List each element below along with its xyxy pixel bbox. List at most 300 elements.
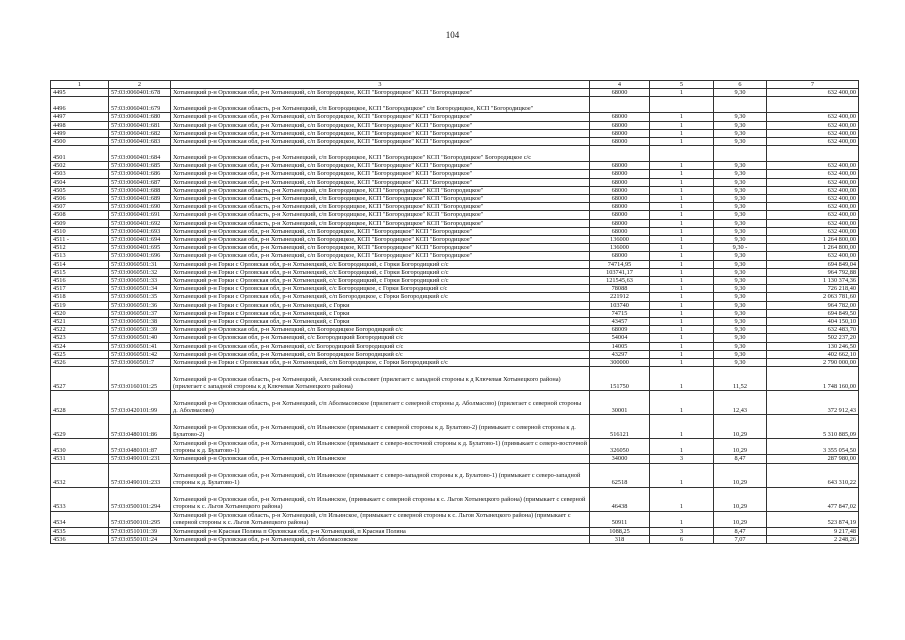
category-value: 1 <box>650 487 714 511</box>
cadastral-number: 57:03:0060501:42 <box>109 350 171 358</box>
rate-value: 9,30 <box>714 293 767 301</box>
table-row <box>51 170 859 178</box>
cadastral-number: 57:03:0060401:694 <box>109 236 171 244</box>
category-value: 3 <box>650 455 714 463</box>
rate-value: 10,29 <box>714 415 767 439</box>
rate-value: 9,30 <box>714 138 767 146</box>
area-value: 318 <box>590 535 650 543</box>
rate-value: 9,30 <box>714 89 767 97</box>
area-value: 136000 <box>590 236 650 244</box>
location-description: Хотынецкий р-н Орловская область, р-н Хотынецкий, с/п Ильинское, (примыкает с северной стороны к с. Льгов Хотынецкого района) (примыкает с северной стороны к с. Льгов Хотынецкого района) <box>171 511 590 527</box>
row-number: 4512 <box>51 244 109 252</box>
location-description: Хотынецкий р-н Орловская обл, р-н Хотынецкий, с/п Богородицкое, КСП "Богородицкое" КСП "Богородицкое" <box>171 170 590 178</box>
location-description: Хотынецкий р-н Орловская область, р-н Хотынецкий, с/п Богородицкое, КСП "Богородицкое" КСП "Богородицкое" <box>171 186 590 194</box>
category-value: 1 <box>650 203 714 211</box>
row-number: 4504 <box>51 178 109 186</box>
table-row <box>51 268 859 276</box>
rate-value: 9,30 <box>714 129 767 137</box>
row-number: 4496 <box>51 97 109 113</box>
table-row <box>51 113 859 121</box>
rate-value: 9,30 <box>714 203 767 211</box>
row-number: 4520 <box>51 309 109 317</box>
rate-value: 9,30 <box>714 236 767 244</box>
cadastral-value: 632 400,00 <box>767 227 859 235</box>
area-value: 221912 <box>590 293 650 301</box>
location-description: Хотынецкий р-н Орловская обл, р-н Хотынецкий, с/п Богородицкое, КСП "Богородицкое" КСП "Богородицкое" <box>171 162 590 170</box>
row-number: 4533 <box>51 487 109 511</box>
row-number: 4510 <box>51 227 109 235</box>
row-number: 4535 <box>51 527 109 535</box>
rate-value: 9,30 <box>714 301 767 309</box>
area-value: 74715 <box>590 309 650 317</box>
cadastral-value: 2 248,26 <box>767 535 859 543</box>
rate-value: 10,29 <box>714 439 767 455</box>
location-description: Хотынецкий р-н Орловская обл, р-н Хотынецкий, с/п Богородицкое, КСП "Богородицкое" КСП "Богородицкое" <box>171 227 590 235</box>
rate-value: 9,30 <box>714 285 767 293</box>
cadastral-number: 57:03:0500101:294 <box>109 487 171 511</box>
location-description: Хотынецкий р-н Горки с Орловская обл, р-н Хотынецкий, с/п Богородицкое, с Горки Богородицкий с/с <box>171 293 590 301</box>
column-number: 1 <box>51 81 109 89</box>
row-number: 4508 <box>51 211 109 219</box>
cadastral-value: 2 063 781,60 <box>767 293 859 301</box>
row-number: 4527 <box>51 367 109 391</box>
area-value: 46438 <box>590 487 650 511</box>
area-value: 68000 <box>590 178 650 186</box>
row-number: 4502 <box>51 162 109 170</box>
row-number: 4532 <box>51 463 109 487</box>
area-value: 74714,95 <box>590 260 650 268</box>
table-row <box>51 89 859 97</box>
category-value: 6 <box>650 535 714 543</box>
cadastral-number: 57:03:0480101:86 <box>109 415 171 439</box>
category-value: 1 <box>650 285 714 293</box>
table-row <box>51 391 859 415</box>
category-value: 1 <box>650 113 714 121</box>
cadastral-number: 57:03:0060401:683 <box>109 138 171 146</box>
table-row <box>51 162 859 170</box>
cadastral-value: 1 264 800,00 <box>767 244 859 252</box>
table-row <box>51 285 859 293</box>
location-description: Хотынецкий р-н Красная Поляна п Орловская обл, р-н Хотынецкий, п Красная Поляна <box>171 527 590 535</box>
area-value: 68000 <box>590 113 650 121</box>
table-row <box>51 293 859 301</box>
page-number: 104 <box>445 30 460 40</box>
cadastral-value: 726 218,40 <box>767 285 859 293</box>
table-row <box>51 455 859 463</box>
row-number: 4531 <box>51 455 109 463</box>
rate-value: 9,30 <box>714 309 767 317</box>
table-row <box>51 277 859 285</box>
category-value: 1 <box>650 511 714 527</box>
category-value: 1 <box>650 129 714 137</box>
rate-value: 9,30 <box>714 334 767 342</box>
cadastral-number: 57:03:0060401:685 <box>109 162 171 170</box>
table-row <box>51 309 859 317</box>
location-description: Хотынецкий р-н Орловская область, р-н Хотынецкий, с/п Богородицкое, КСП "Богородицкое" КСП "Богородицкое" Богородицкое с/с <box>171 146 590 162</box>
area-value: 300000 <box>590 359 650 367</box>
location-description: Хотынецкий р-н Орловская область, р-н Хотынецкий, Алехинский сельсовет (прилегает с западной стороны к д Ключевая Хотынецкого района) (прилегает с западной стороны к д Ключевая Хотынецкого района) <box>171 367 590 391</box>
category-value: 1 <box>650 236 714 244</box>
cadastral-number: 57:03:0060501:37 <box>109 309 171 317</box>
area-value: 68000 <box>590 227 650 235</box>
category-value: 1 <box>650 415 714 439</box>
rate-value: 9,30 - <box>714 244 767 252</box>
rate-value: 11,52 <box>714 367 767 391</box>
category-value: 1 <box>650 186 714 194</box>
category-value: 1 <box>650 227 714 235</box>
cadastral-number: 57:03:0060401:680 <box>109 113 171 121</box>
area-value: 68000 <box>590 129 650 137</box>
location-description: Хотынецкий р-н Орловская обл, р-н Хотынецкий, с/с Богородицкий Богородицкий с/с <box>171 342 590 350</box>
rate-value: 9,30 <box>714 318 767 326</box>
cadastral-value: 502 237,20 <box>767 334 859 342</box>
cadastral-value: 632 400,00 <box>767 121 859 129</box>
location-description: Хотынецкий р-н Орловская обл, р-н Хотынецкий, с/п Богородицкое, КСП "Богородицкое" КСП "Богородицкое" <box>171 244 590 252</box>
cadastral-number: 57:03:0060401:693 <box>109 227 171 235</box>
rate-value: 9,30 <box>714 277 767 285</box>
category-value: 1 <box>650 359 714 367</box>
cadastral-value: 5 310 885,09 <box>767 415 859 439</box>
rate-value <box>714 146 767 162</box>
register-table <box>50 80 859 544</box>
cadastral-value: 632 400,00 <box>767 89 859 97</box>
cadastral-value: 9 217,48 <box>767 527 859 535</box>
table-row <box>51 219 859 227</box>
cadastral-value: 694 849,04 <box>767 260 859 268</box>
row-number: 4518 <box>51 293 109 301</box>
area-value: 30001 <box>590 391 650 415</box>
register-table-body <box>51 81 859 544</box>
row-number: 4525 <box>51 350 109 358</box>
location-description: Хотынецкий р-н Орловская обл, р-н Хотынецкий, с/с Богородицкий Богородицкий с/с <box>171 334 590 342</box>
row-number: 4517 <box>51 285 109 293</box>
rate-value: 7,07 <box>714 535 767 543</box>
table-row <box>51 121 859 129</box>
category-value: 1 <box>650 301 714 309</box>
cadastral-value: 632 400,00 <box>767 203 859 211</box>
cadastral-number: 57:03:0060501:31 <box>109 260 171 268</box>
category-value: 1 <box>650 252 714 260</box>
table-row <box>51 301 859 309</box>
category-value: 1 <box>650 293 714 301</box>
cadastral-value: 632 400,00 <box>767 186 859 194</box>
cadastral-value: 632 483,70 <box>767 326 859 334</box>
table-row <box>51 227 859 235</box>
row-number: 4497 <box>51 113 109 121</box>
cadastral-number: 57:03:0060401:691 <box>109 211 171 219</box>
area-value: 68000 <box>590 170 650 178</box>
area-value: 1088,25 <box>590 527 650 535</box>
location-description: Хотынецкий р-н Орловская обл, р-н Хотынецкий, с/п Богородицкое, КСП "Богородицкое" КСП "Богородицкое" <box>171 252 590 260</box>
category-value: 1 <box>650 463 714 487</box>
category-value: 1 <box>650 260 714 268</box>
column-number: 2 <box>109 81 171 89</box>
column-number: 7 <box>767 81 859 89</box>
row-number: 4514 <box>51 260 109 268</box>
category-value: 1 <box>650 138 714 146</box>
cadastral-number: 57:03:0060401:692 <box>109 219 171 227</box>
row-number: 4530 <box>51 439 109 455</box>
cadastral-number: 57:03:0060401:696 <box>109 252 171 260</box>
location-description: Хотынецкий р-н Орловская обл, р-н Хотынецкий, с/п Богородицкое, КСП "Богородицкое" КСП "Богородицкое" <box>171 129 590 137</box>
cadastral-number: 57:03:0060401:684 <box>109 146 171 162</box>
rate-value: 9,30 <box>714 350 767 358</box>
rate-value: 9,30 <box>714 113 767 121</box>
area-value: 62518 <box>590 463 650 487</box>
cadastral-number: 57:03:0060401:689 <box>109 195 171 203</box>
rate-value: 9,30 <box>714 227 767 235</box>
rate-value: 9,30 <box>714 162 767 170</box>
row-number: 4515 <box>51 268 109 276</box>
table-row <box>51 511 859 527</box>
row-number: 4513 <box>51 252 109 260</box>
row-number: 4509 <box>51 219 109 227</box>
location-description: Хотынецкий р-н Орловская область, р-н Хотынецкий, с/п Богородицкое, КСП "Богородицкое" с/п Богородицкое, КСП "Богородицкое" <box>171 97 590 113</box>
cadastral-number: 57:03:0060501:38 <box>109 318 171 326</box>
row-number: 4522 <box>51 326 109 334</box>
cadastral-number: 57:03:0060401:679 <box>109 97 171 113</box>
rate-value: 9,30 <box>714 252 767 260</box>
rate-value: 10,29 <box>714 511 767 527</box>
area-value: 34000 <box>590 455 650 463</box>
area-value: 68000 <box>590 203 650 211</box>
row-number: 4507 <box>51 203 109 211</box>
cadastral-value: 964 792,88 <box>767 268 859 276</box>
table-row <box>51 203 859 211</box>
rate-value: 10,29 <box>714 463 767 487</box>
area-value: 103741,17 <box>590 268 650 276</box>
cadastral-number: 57:03:0160101:25 <box>109 367 171 391</box>
row-number: 4498 <box>51 121 109 129</box>
table-row <box>51 211 859 219</box>
table-row <box>51 463 859 487</box>
location-description: Хотынецкий р-н Орловская область, р-н Хотынецкий, с/п Аболмасовское (прилегает с северной стороны д. Аболмасово) (прилегает с северной стороны д. Аболмасово) <box>171 391 590 415</box>
cadastral-number: 57:03:0500101:295 <box>109 511 171 527</box>
category-value: 1 <box>650 195 714 203</box>
cadastral-value: 643 310,22 <box>767 463 859 487</box>
row-number: 4506 <box>51 195 109 203</box>
cadastral-value <box>767 97 859 113</box>
category-value: 1 <box>650 268 714 276</box>
row-number: 4536 <box>51 535 109 543</box>
area-value: 54004 <box>590 334 650 342</box>
cadastral-number: 57:03:0510101:39 <box>109 527 171 535</box>
cadastral-value: 632 400,00 <box>767 138 859 146</box>
column-number-row <box>51 81 859 89</box>
table-row <box>51 350 859 358</box>
table-row <box>51 359 859 367</box>
area-value <box>590 146 650 162</box>
location-description: Хотынецкий р-н Орловская обл, р-н Хотынецкий, с/п Богородицкое, КСП "Богородицкое" КСП "Богородицкое" <box>171 89 590 97</box>
cadastral-number: 57:03:0060501:7 <box>109 359 171 367</box>
column-number: 5 <box>650 81 714 89</box>
location-description: Хотынецкий р-н Орловская область, р-н Хотынецкий, с/п Богородицкое, КСП "Богородицкое" КСП "Богородицкое" <box>171 219 590 227</box>
rate-value: 9,30 <box>714 178 767 186</box>
cadastral-number: 57:03:0480101:87 <box>109 439 171 455</box>
location-description: Хотынецкий р-н Горки с Орловская обл, р-н Хотынецкий, с/с Богородицкий, с Горки Богородицкий с/с <box>171 277 590 285</box>
category-value <box>650 97 714 113</box>
row-number: 4519 <box>51 301 109 309</box>
row-number: 4501 <box>51 146 109 162</box>
cadastral-number: 57:03:0060501:36 <box>109 301 171 309</box>
area-value: 136000 <box>590 244 650 252</box>
cadastral-value: 402 662,10 <box>767 350 859 358</box>
table-row <box>51 195 859 203</box>
rate-value <box>714 97 767 113</box>
rate-value: 9,30 <box>714 326 767 334</box>
category-value: 1 <box>650 439 714 455</box>
table-row <box>51 535 859 543</box>
cadastral-value <box>767 146 859 162</box>
table-row <box>51 186 859 194</box>
cadastral-value: 694 849,50 <box>767 309 859 317</box>
cadastral-number: 57:03:0060401:688 <box>109 186 171 194</box>
rate-value: 9,30 <box>714 211 767 219</box>
area-value: 78088 <box>590 285 650 293</box>
area-value: 68000 <box>590 252 650 260</box>
cadastral-number: 57:03:0060501:34 <box>109 285 171 293</box>
location-description: Хотынецкий р-н Орловская обл, р-н Хотынецкий, с/п Богородицкое Богородицкий с/с <box>171 326 590 334</box>
area-value: 68000 <box>590 138 650 146</box>
cadastral-number: 57:03:0060401:686 <box>109 170 171 178</box>
location-description: Хотынецкий р-н Горки с Орловская обл, р-н Хотынецкий, с/с Богородицкий, с Горки Богородицкий с/с <box>171 260 590 268</box>
location-description: Хотынецкий р-н Орловская обл, р-н Хотынецкий, с/п Ильинское (примыкает с северной стороны к д. Булатово-2) (примыкает с северной стороны к д. Булатово-2) <box>171 415 590 439</box>
category-value: 1 <box>650 277 714 285</box>
cadastral-value: 477 847,02 <box>767 487 859 511</box>
location-description: Хотынецкий р-н Орловская область, р-н Хотынецкий, с/п Богородицкое, КСП "Богородицкое" КСП "Богородицкое" <box>171 195 590 203</box>
location-description: Хотынецкий р-н Орловская область, р-н Хотынецкий, с/п Богородицкое, КСП "Богородицкое" КСП "Богородицкое" <box>171 203 590 211</box>
cadastral-value: 632 400,00 <box>767 211 859 219</box>
area-value: 68000 <box>590 186 650 194</box>
location-description: Хотынецкий р-н Горки с Орловская обл, р-н Хотынецкий, с/с Богородицкий, с Горки Богородицкий с/с <box>171 268 590 276</box>
area-value: 68000 <box>590 89 650 97</box>
location-description: Хотынецкий р-н Орловская обл, р-н Хотынецкий, с/п Аболмасовское <box>171 535 590 543</box>
table-row <box>51 367 859 391</box>
rate-value: 10,29 <box>714 487 767 511</box>
table-row <box>51 318 859 326</box>
location-description: Хотынецкий р-н Орловская обл, р-н Хотынецкий, с/п Богородицкое, КСП "Богородицкое" КСП "Богородицкое" <box>171 138 590 146</box>
table-row <box>51 334 859 342</box>
table-row <box>51 415 859 439</box>
cadastral-value: 632 400,00 <box>767 162 859 170</box>
cadastral-number: 57:03:0060501:35 <box>109 293 171 301</box>
area-value: 151750 <box>590 367 650 391</box>
cadastral-value: 2 790 000,00 <box>767 359 859 367</box>
category-value: 1 <box>650 342 714 350</box>
cadastral-value: 632 400,00 <box>767 170 859 178</box>
row-number: 4505 <box>51 186 109 194</box>
area-value: 121545,63 <box>590 277 650 285</box>
cadastral-number: 57:03:0060401:678 <box>109 89 171 97</box>
table-row <box>51 439 859 455</box>
cadastral-value: 130 246,50 <box>767 342 859 350</box>
location-description: Хотынецкий р-н Орловская обл, р-н Хотынецкий, с/п Богородицкое, КСП "Богородицкое" КСП "Богородицкое" <box>171 113 590 121</box>
row-number: 4523 <box>51 334 109 342</box>
table-row <box>51 527 859 535</box>
table-row <box>51 260 859 268</box>
area-value: 103740 <box>590 301 650 309</box>
table-row <box>51 252 859 260</box>
cadastral-value: 632 400,00 <box>767 252 859 260</box>
category-value: 1 <box>650 178 714 186</box>
cadastral-value: 1 130 374,36 <box>767 277 859 285</box>
category-value: 1 <box>650 367 714 391</box>
area-value: 516121 <box>590 415 650 439</box>
category-value: 1 <box>650 244 714 252</box>
cadastral-value: 632 400,00 <box>767 178 859 186</box>
category-value: 1 <box>650 162 714 170</box>
cadastral-number: 57:03:0060501:33 <box>109 277 171 285</box>
row-number: 4500 <box>51 138 109 146</box>
area-value: 50911 <box>590 511 650 527</box>
row-number: 4499 <box>51 129 109 137</box>
row-number: 4516 <box>51 277 109 285</box>
rate-value: 8,47 <box>714 455 767 463</box>
cadastral-value: 372 912,43 <box>767 391 859 415</box>
cadastral-number: 57:03:0060401:681 <box>109 121 171 129</box>
table-row <box>51 244 859 252</box>
cadastral-number: 57:03:0490101:231 <box>109 455 171 463</box>
location-description: Хотынецкий р-н Орловская обл, р-н Хотынецкий, с/п Ильинское (примыкает с северо-западной стороны к д. Булатово-1) (примыкает с северо-западной стороны к д. Булатово-1) <box>171 463 590 487</box>
cadastral-number: 57:03:0490101:233 <box>109 463 171 487</box>
row-number: 4529 <box>51 415 109 439</box>
table-row <box>51 342 859 350</box>
category-value: 1 <box>650 334 714 342</box>
cadastral-number: 57:03:0060401:695 <box>109 244 171 252</box>
rate-value: 9,30 <box>714 342 767 350</box>
cadastral-value: 3 355 054,50 <box>767 439 859 455</box>
row-number: 4526 <box>51 359 109 367</box>
row-number: 4528 <box>51 391 109 415</box>
area-value: 68000 <box>590 121 650 129</box>
row-number: 4521 <box>51 318 109 326</box>
cadastral-value: 1 748 160,00 <box>767 367 859 391</box>
row-number: 4511 - <box>51 236 109 244</box>
category-value: 1 <box>650 350 714 358</box>
row-number: 4524 <box>51 342 109 350</box>
location-description: Хотынецкий р-н Горки с Орловская обл, р-н Хотынецкий, с/с Богородицкое, с Горки Богородицкий с/с <box>171 285 590 293</box>
cadastral-value: 632 400,00 <box>767 195 859 203</box>
table-row <box>51 326 859 334</box>
location-description: Хотынецкий р-н Орловская обл, р-н Хотынецкий, с/п Богородицкое, КСП "Богородицкое" КСП "Богородицкое" <box>171 178 590 186</box>
area-value: 326050 <box>590 439 650 455</box>
table-row <box>51 97 859 113</box>
cadastral-value: 632 400,00 <box>767 129 859 137</box>
cadastral-number: 57:03:0060501:41 <box>109 342 171 350</box>
location-description: Хотынецкий р-н Горки с Орловская обл, р-н Хотынецкий, с Горки <box>171 301 590 309</box>
category-value: 1 <box>650 326 714 334</box>
category-value: 1 <box>650 211 714 219</box>
row-number: 4534 <box>51 511 109 527</box>
row-number: 4503 <box>51 170 109 178</box>
table-row <box>51 146 859 162</box>
column-number: 4 <box>590 81 650 89</box>
rate-value: 12,43 <box>714 391 767 415</box>
location-description: Хотынецкий р-н Орловская обл, р-н Хотынецкий, с/п Ильинское (примыкает с северо-восточной стороны к д. Булатово-1) (примыкает с северо-восточной стороны к д. Булатово-1) <box>171 439 590 455</box>
category-value: 1 <box>650 121 714 129</box>
cadastral-number: 57:03:0060401:682 <box>109 129 171 137</box>
location-description: Хотынецкий р-н Орловская обл, р-н Хотынецкий, с/п Богородицкое, КСП "Богородицкое" КСП "Богородицкое" <box>171 121 590 129</box>
area-value: 68009 <box>590 326 650 334</box>
table-row <box>51 487 859 511</box>
rate-value: 9,30 <box>714 219 767 227</box>
cadastral-number: 57:03:0550101:24 <box>109 535 171 543</box>
table-row <box>51 178 859 186</box>
cadastral-number: 57:03:0060401:690 <box>109 203 171 211</box>
location-description: Хотынецкий р-н Орловская область, р-н Хотынецкий, с/п Богородицкое, КСП "Богородицкое" КСП "Богородицкое" <box>171 211 590 219</box>
location-description: Хотынецкий р-н Орловская обл, р-н Хотынецкий, с/п Богородицкое Богородицкий с/с <box>171 350 590 358</box>
table-row <box>51 236 859 244</box>
